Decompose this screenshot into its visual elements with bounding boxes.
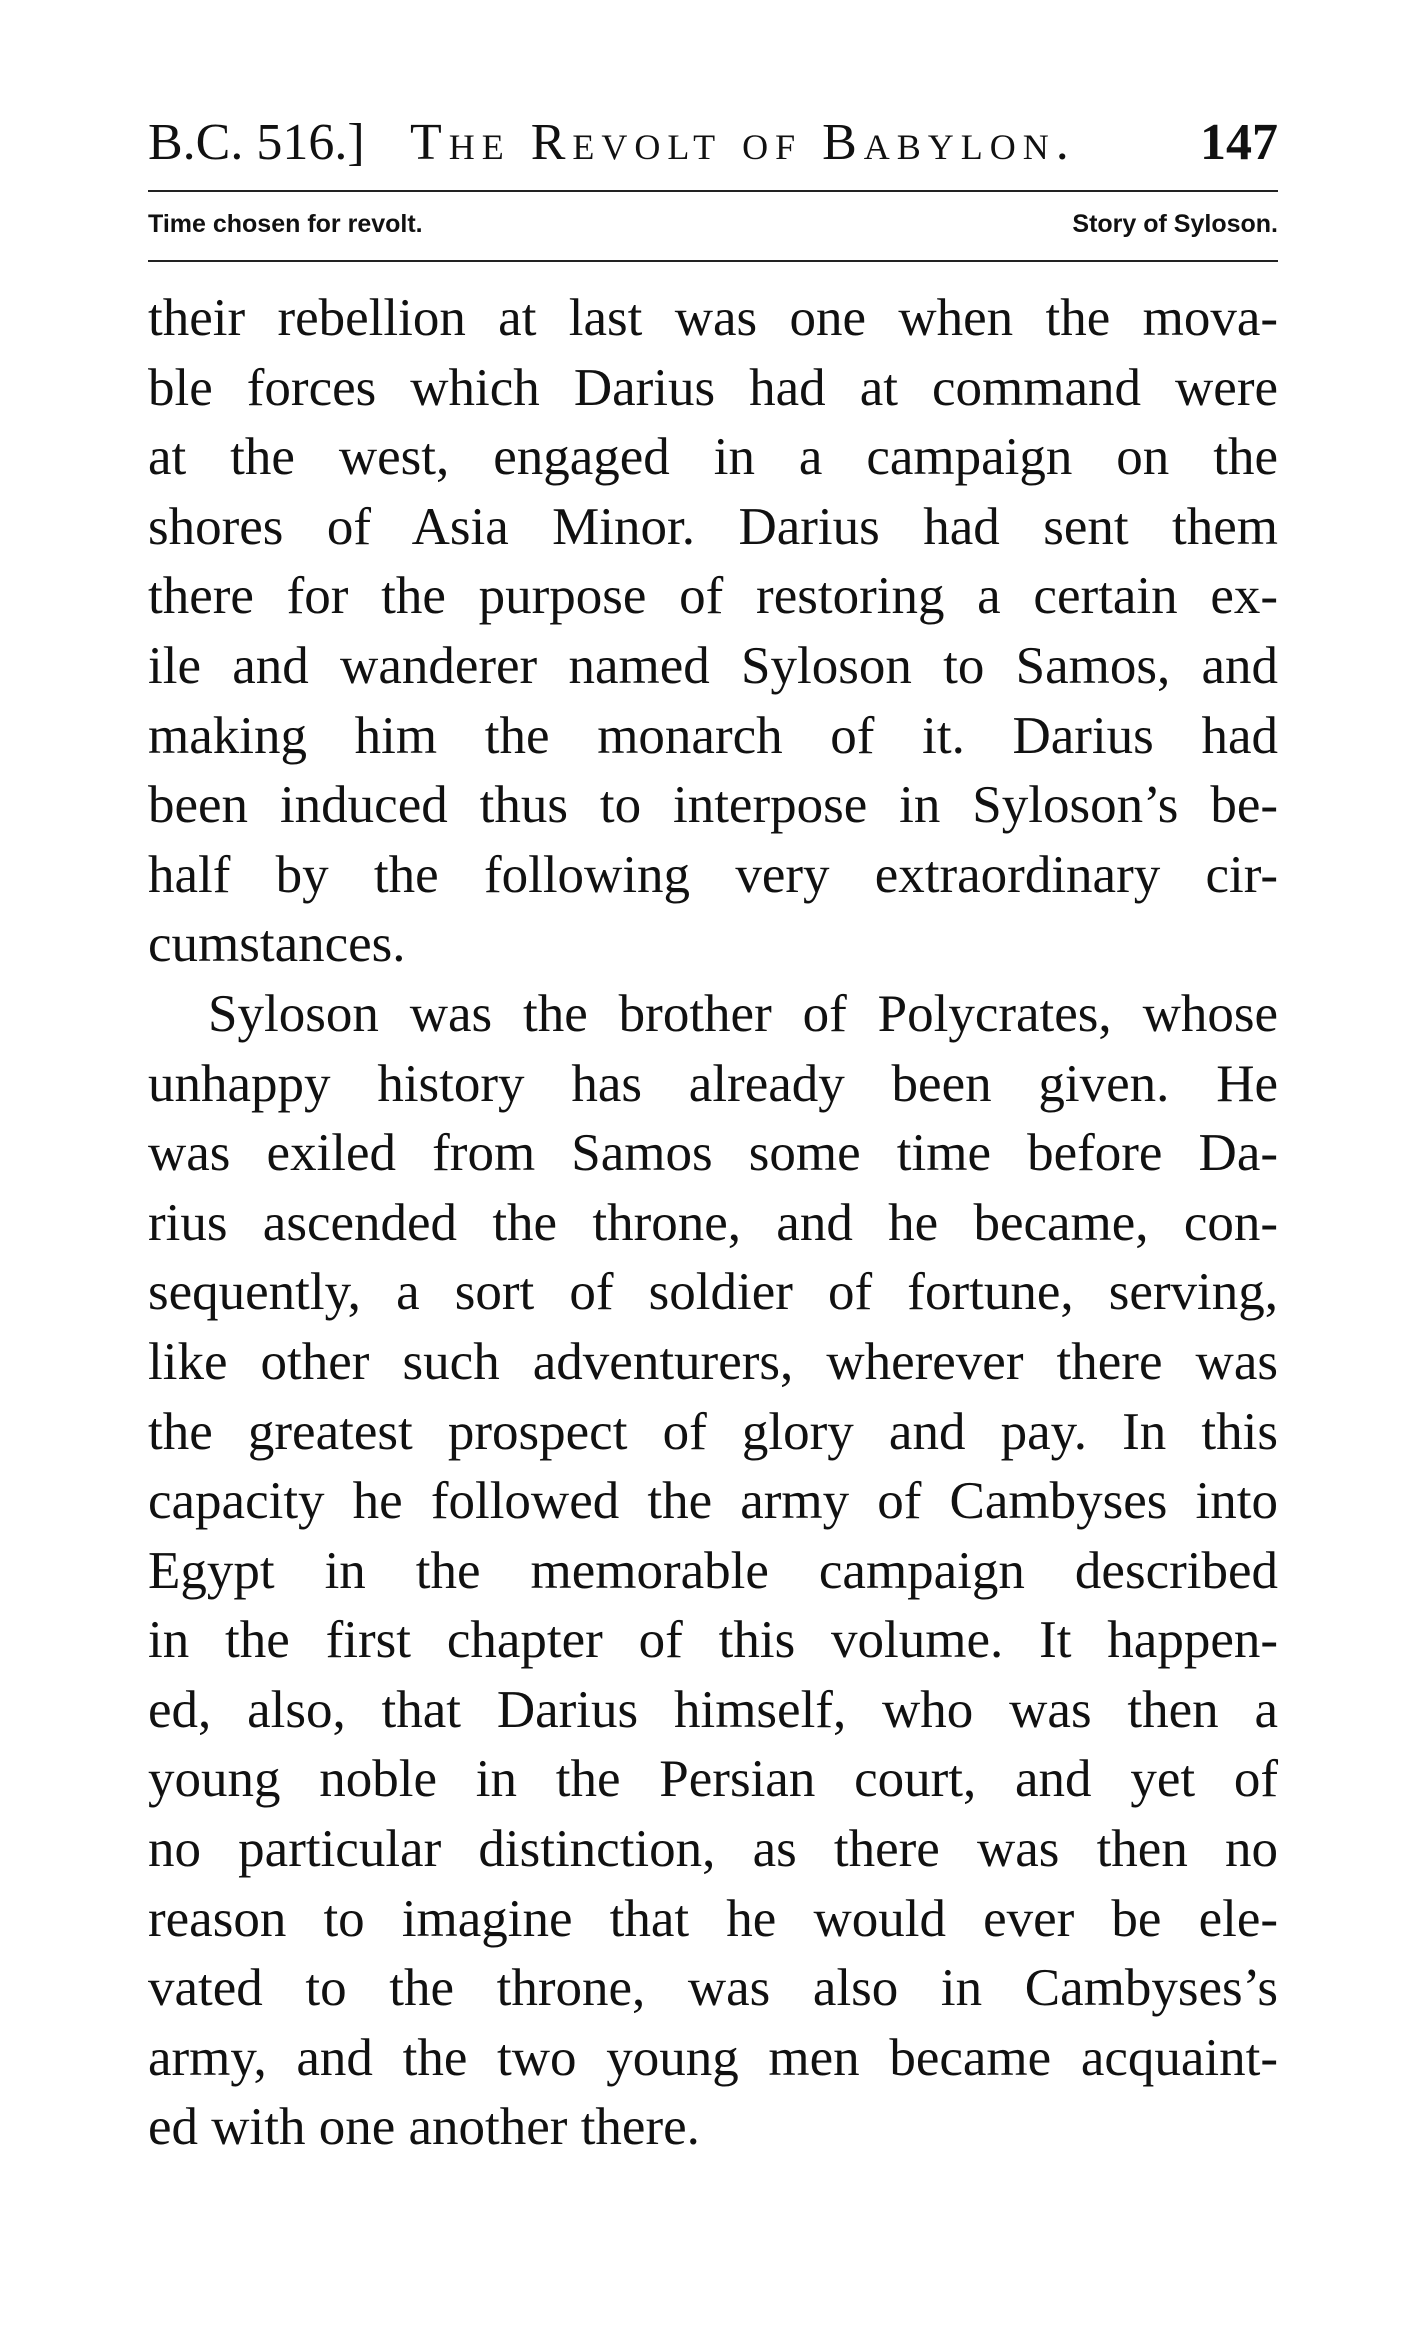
- body-line: vated to the throne, was also in Cambyses’s: [148, 1959, 1278, 2018]
- header-rule-top: [148, 190, 1278, 192]
- sidenote-right: Story of Syloson.: [1072, 210, 1278, 238]
- running-head: [148, 108, 1278, 178]
- body-line: shores of Asia Minor. Darius had sent them: [148, 497, 1278, 556]
- body-line: was exiled from Samos some time before Da-: [148, 1124, 1278, 1183]
- body-line: cumstances.: [148, 915, 406, 974]
- header-date: B.C. 516.]: [148, 114, 365, 171]
- body-line: there for the purpose of restoring a certain ex-: [148, 567, 1278, 626]
- header-rule-bottom: [148, 260, 1278, 262]
- body-line: been induced thus to interpose in Syloson’s be-: [148, 776, 1278, 835]
- body-line: ble forces which Darius had at command were: [148, 358, 1278, 417]
- body-line: unhappy history has already been given. He: [148, 1054, 1278, 1113]
- body-line: no particular distinction, as there was then no: [148, 1820, 1278, 1879]
- body-line: ile and wanderer named Syloson to Samos, and: [148, 636, 1278, 695]
- body-line: capacity he followed the army of Cambyses into: [148, 1472, 1278, 1531]
- header-title: The Revolt of Babylon.: [410, 114, 1076, 171]
- body-line: Syloson was the brother of Polycrates, whose: [208, 984, 1278, 1043]
- body-line: young noble in the Persian court, and yet of: [148, 1750, 1278, 1809]
- body-line: their rebellion at last was one when the mova-: [148, 289, 1278, 347]
- body-line: reason to imagine that he would ever be ele-: [148, 1889, 1278, 1948]
- body-line: half by the following very extraordinary cir-: [148, 845, 1278, 904]
- body-line: ed with one another there.: [148, 2098, 700, 2157]
- body-line: in the first chapter of this volume. It happen-: [148, 1611, 1278, 1670]
- body-text: [148, 284, 1278, 2163]
- sidenote-left: Time chosen for revolt.: [148, 210, 423, 238]
- body-line: Egypt in the memorable campaign described: [148, 1541, 1278, 1600]
- body-line: like other such adventurers, wherever there was: [148, 1332, 1278, 1391]
- body-line: army, and the two young men became acquaint-: [148, 2028, 1278, 2087]
- body-line: making him the monarch of it. Darius had: [148, 706, 1278, 765]
- body-line: rius ascended the throne, and he became, con-: [148, 1193, 1278, 1252]
- body-line: at the west, engaged in a campaign on the: [148, 428, 1278, 487]
- body-line: ed, also, that Darius himself, who was then a: [148, 1680, 1278, 1739]
- body-line: the greatest prospect of glory and pay. In this: [148, 1402, 1278, 1461]
- body-line: sequently, a sort of soldier of fortune, serving,: [148, 1263, 1278, 1322]
- page-number: 147: [1200, 114, 1278, 171]
